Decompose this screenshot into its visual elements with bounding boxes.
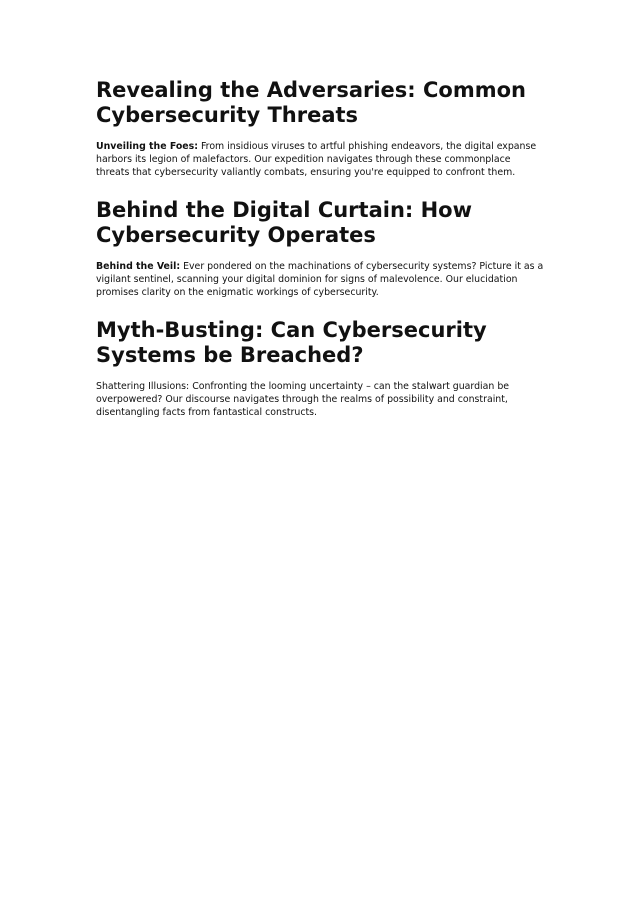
- section-how-it-operates: [96, 198, 544, 299]
- document-content: [96, 78, 544, 438]
- section-paragraph: [96, 140, 544, 179]
- paragraph-body: Ever pondered on the machinations of cybersecurity systems? Picture it as a vigilant sentinel, scanning your digital dominion for signs of malevolence. Our elucidation promises clarity on the enigmatic workings of cybersecurity.: [96, 261, 544, 298]
- paragraph-body: Shattering Illusions: Confronting the looming uncertainty – can the stalwart guardian be overpowered? Our discourse navigates through the realms of possibility and constraint, disentangling facts from fantastical constructs.: [96, 381, 510, 418]
- section-heading: Behind the Digital Curtain: How Cybersecurity Operates: [96, 198, 473, 247]
- section-paragraph: [96, 260, 544, 299]
- section-heading: Revealing the Adversaries: Common Cybersecurity Threats: [96, 78, 526, 127]
- section-heading: Myth-Busting: Can Cybersecurity Systems be Breached?: [96, 318, 487, 367]
- paragraph-lead: Behind the Veil:: [96, 261, 181, 272]
- paragraph-body: From insidious viruses to artful phishing endeavors, the digital expanse harbors its legion of malefactors. Our expedition navigates through these commonplace threats that cybersecurity valiantly combats, ensuring you're equipped to confront them.: [96, 141, 537, 178]
- section-myth-busting: [96, 318, 544, 419]
- paragraph-lead: Unveiling the Foes:: [96, 141, 198, 152]
- section-paragraph: [96, 380, 544, 419]
- section-common-threats: [96, 78, 544, 179]
